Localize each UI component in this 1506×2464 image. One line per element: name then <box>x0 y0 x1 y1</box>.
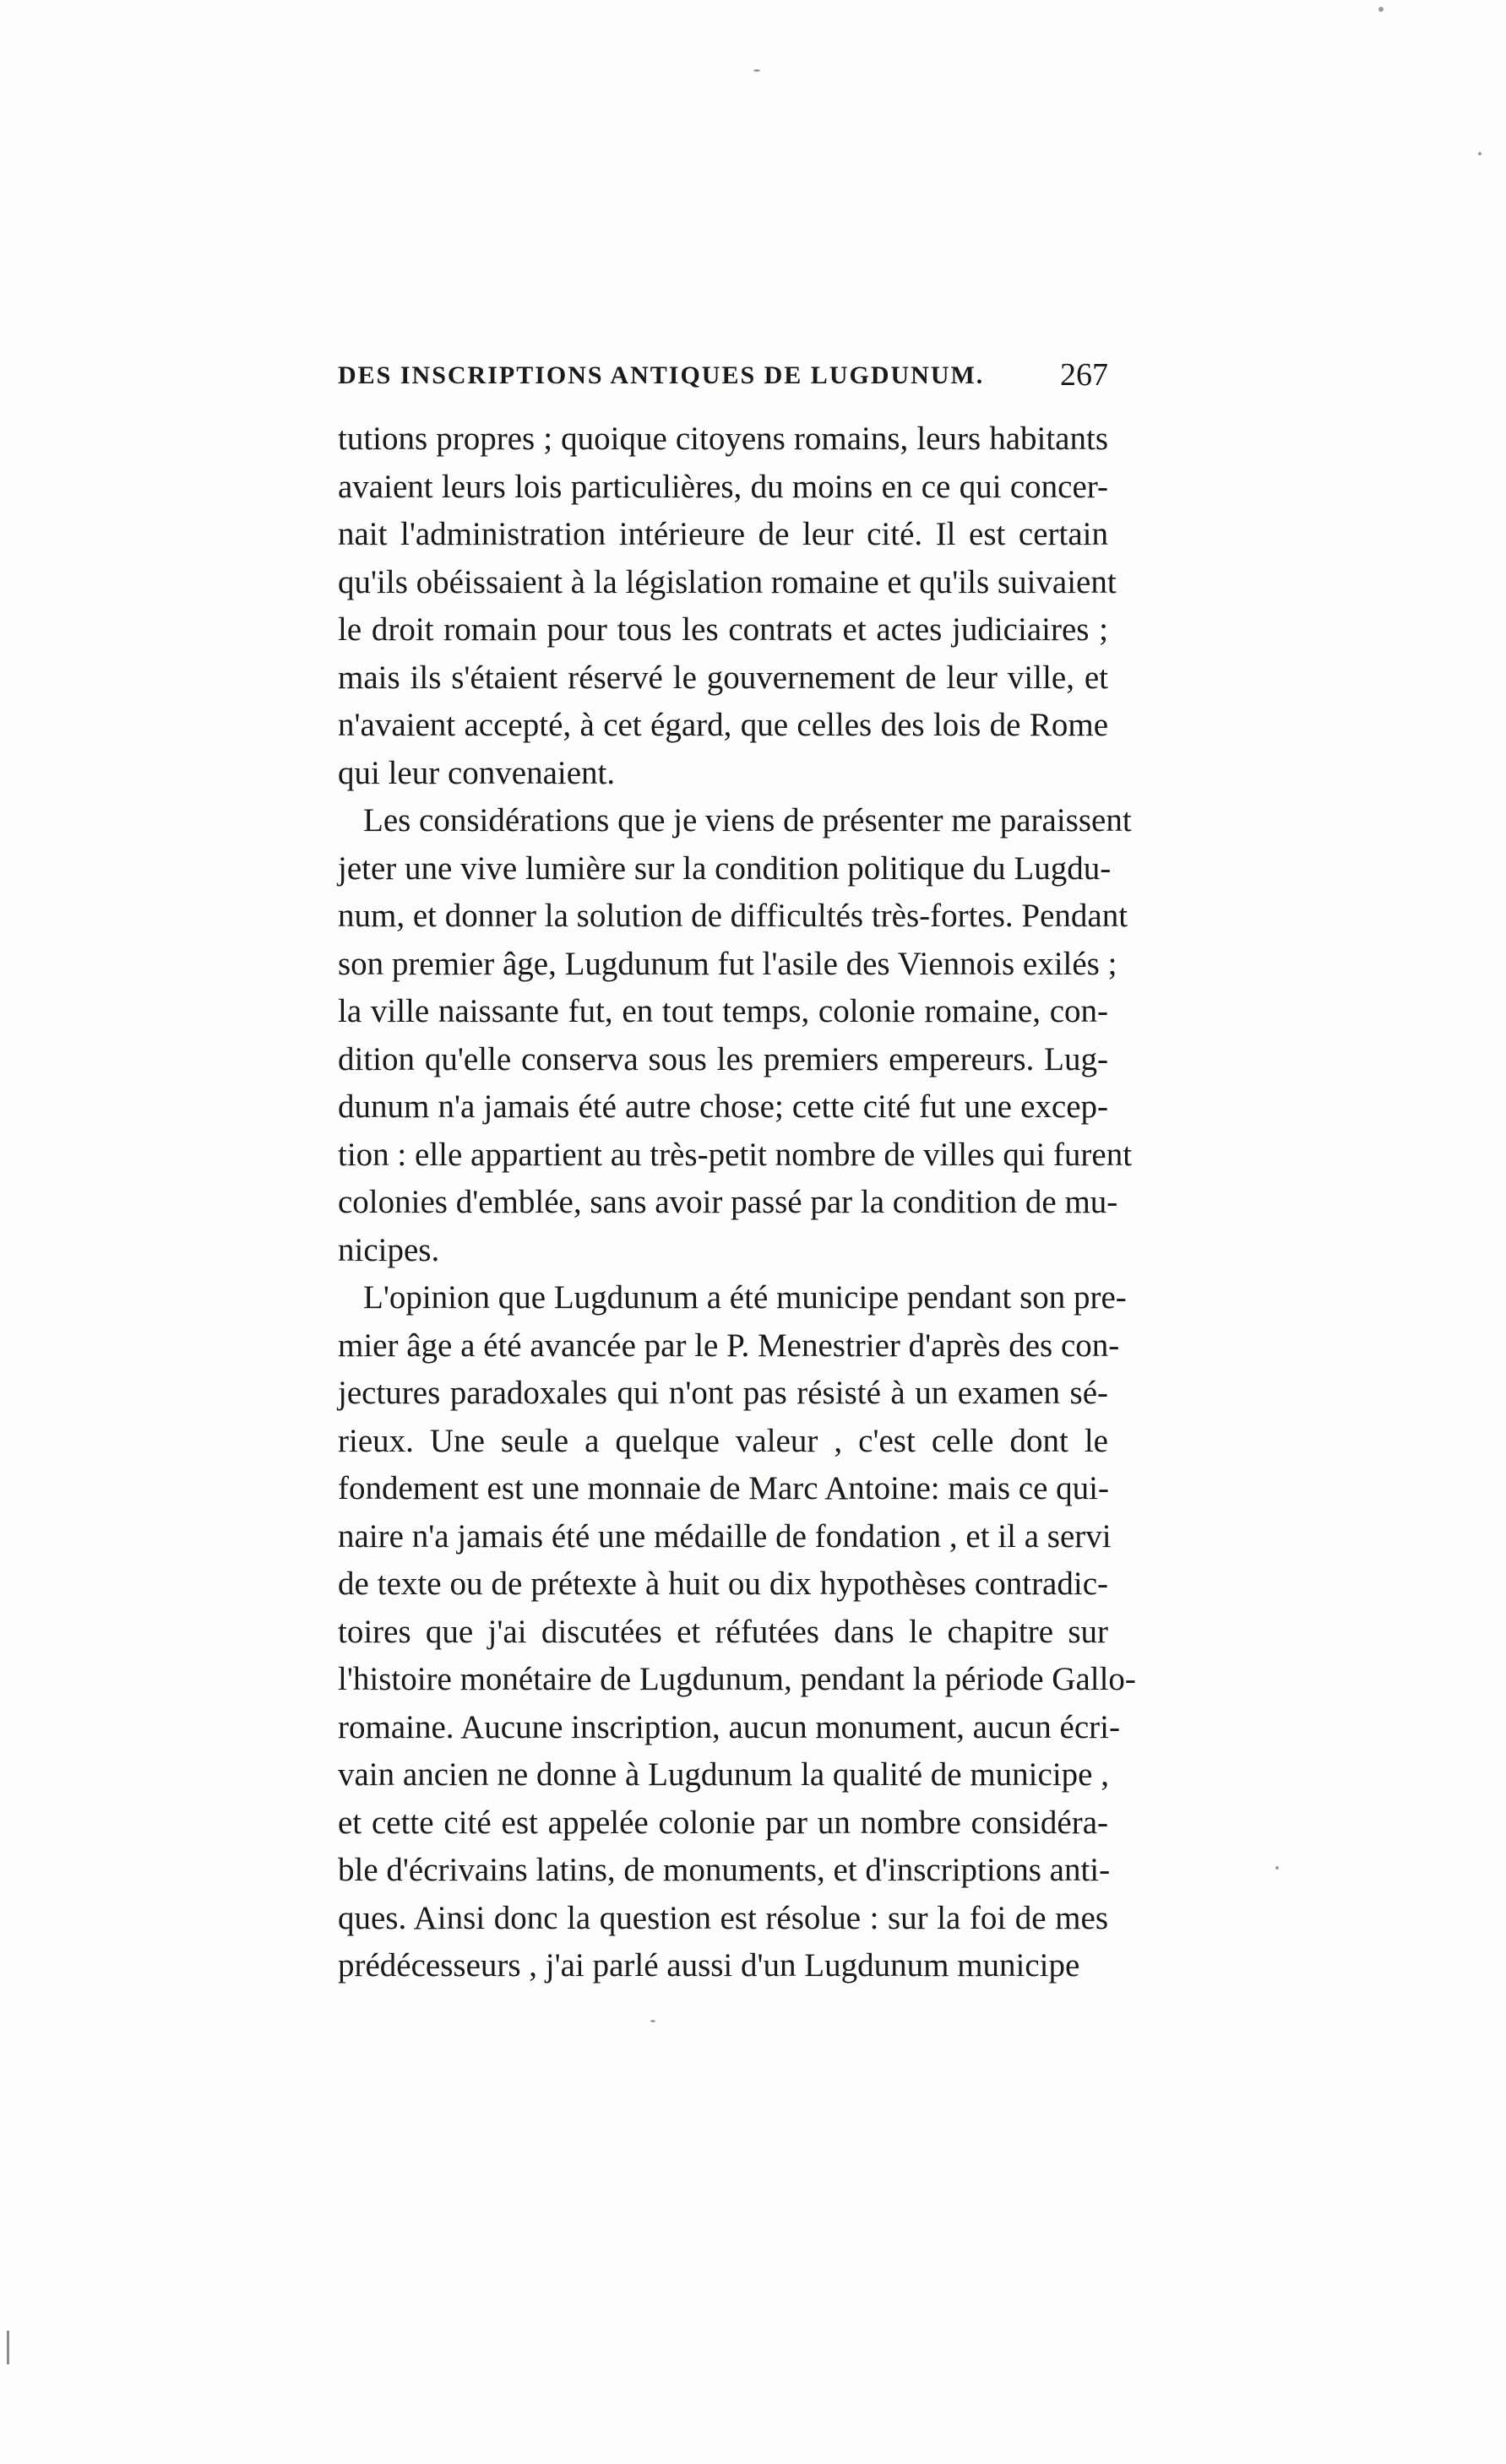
text-line: ques. Ainsi donc la question est résolue : sur la foi de mes <box>338 1899 1108 1936</box>
scan-speck <box>1478 152 1482 155</box>
text-line: la ville naissante fut, en tout temps, colonie romaine, con- <box>338 993 1108 1029</box>
scan-speck <box>650 2020 655 2022</box>
text-line: vain ancien ne donne à Lugdunum la qualité de municipe , <box>338 1756 1109 1793</box>
text-line: le droit romain pour tous les contrats et actes judiciaires ; <box>338 611 1108 648</box>
text-line: l'histoire monétaire de Lugdunum, pendant la période Gallo- <box>338 1661 1136 1697</box>
text-line: et cette cité est appelée colonie par un nombre considéra- <box>338 1804 1108 1841</box>
body-text <box>338 415 1136 1990</box>
text-line: romaine. Aucune inscription, aucun monument, aucun écri- <box>338 1708 1120 1745</box>
text-line: Les considérations que je viens de présenter me paraissent <box>363 802 1132 839</box>
text-line: n'avaient accepté, à cet égard, que celles des lois de Rome <box>338 707 1108 743</box>
text-line: nicipes. <box>338 1231 440 1268</box>
text-line: qu'ils obéissaient à la législation romaine et qu'ils suivaient <box>338 563 1117 600</box>
scan-margin-mark <box>7 2331 9 2364</box>
text-line: fondement est une monnaie de Marc Antoine: mais ce qui- <box>338 1470 1109 1506</box>
text-line: qui leur convenaient. <box>338 754 616 791</box>
text-line: dunum n'a jamais été autre chose; cette cité fut une excep- <box>338 1088 1108 1125</box>
text-line: dition qu'elle conserva sous les premiers empereurs. Lug- <box>338 1040 1108 1077</box>
text-line: de texte ou de prétexte à huit ou dix hypothèses contradic- <box>338 1566 1108 1602</box>
scan-speck <box>1378 7 1384 12</box>
text-line: mais ils s'étaient réservé le gouvernement de leur ville, et <box>338 659 1108 696</box>
text-line: avaient leurs lois particulières, du moins en ce qui concer- <box>338 468 1108 505</box>
scan-speck <box>753 69 760 72</box>
text-line: ble d'écrivains latins, de monuments, et d'inscriptions anti- <box>338 1852 1111 1888</box>
text-line: colonies d'emblée, sans avoir passé par la condition de mu- <box>338 1184 1118 1220</box>
text-line: num, et donner la solution de difficultés très-fortes. Pendant <box>338 898 1128 934</box>
running-head <box>338 357 1108 404</box>
text-line: prédécesseurs , j'ai parlé aussi d'un Lugdunum municipe <box>338 1947 1080 1984</box>
text-line: L'opinion que Lugdunum a été municipe pendant son pre- <box>363 1279 1127 1316</box>
text-line: naire n'a jamais été une médaille de fondation , et il a servi <box>338 1517 1112 1555</box>
text-line: jeter une vive lumière sur la condition politique du Lugdu- <box>338 849 1112 887</box>
text-line: toires que j'ai discutées et réfutées dans le chapitre sur <box>338 1613 1108 1650</box>
text-line: tion : elle appartient au très-petit nombre de villes qui furent <box>338 1136 1133 1173</box>
text-line: jectures paradoxales qui n'ont pas résisté à un examen sé- <box>338 1375 1108 1411</box>
text-line: rieux. Une seule a quelque valeur , c'est celle dont le <box>338 1422 1108 1459</box>
scan-speck <box>1275 1866 1279 1870</box>
page-number: 267 <box>1060 357 1108 393</box>
text-line: mier âge a été avancée par le P. Menestrier d'après des con- <box>338 1327 1120 1364</box>
text-line: son premier âge, Lugdunum fut l'asile des Viennois exilés ; <box>338 945 1117 982</box>
running-title: DES INSCRIPTIONS ANTIQUES DE LUGDUNUM. <box>338 361 985 389</box>
text-line: tutions propres ; quoique citoyens romains, leurs habitants <box>338 421 1108 457</box>
text-line: nait l'administration intérieure de leur cité. Il est certain <box>338 516 1108 552</box>
